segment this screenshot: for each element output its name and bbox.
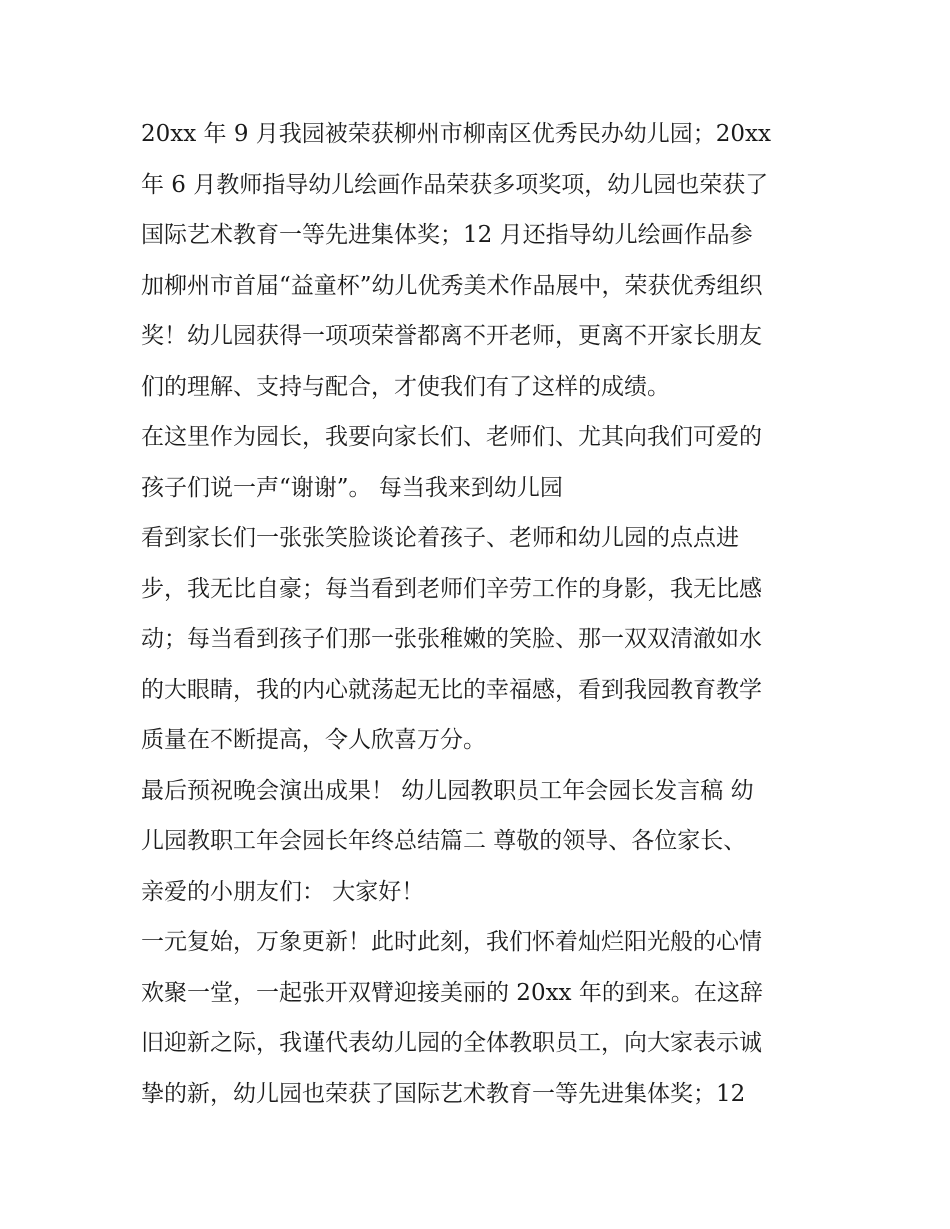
text-line: 动；每当看到孩子们那一张张稚嫩的笑脸、那一双双清澈如水 (141, 626, 762, 652)
text-line: 最后预祝晚会演出成果！ 幼儿园教职员工年会园长发言稿 幼 (141, 777, 754, 804)
text-line: 旧迎新之际，我谨代表幼儿园的全体教职员工，向大家表示诚 (141, 1030, 762, 1056)
text-line: 欢聚一堂，一起张开双臂迎接美丽的 20xx 年的到来。在这辞 (141, 979, 763, 1006)
text-line: 儿园教职工年会园长年终总结篇二 尊敬的领导、各位家长、 (141, 828, 747, 854)
text-line: 年 6 月教师指导幼儿绘画作品荣获多项奖项，幼儿园也荣获了 (141, 171, 769, 198)
document-body (141, 109, 821, 1119)
text-line: 们的理解、支持与配合，才使我们有了这样的成绩。 (141, 373, 670, 400)
text-line: 20xx 年 9 月我园被荣获柳州市柳南区优秀民办幼儿园；20xx (141, 121, 771, 147)
text-line: 亲爱的小朋友们： 大家好！ (141, 878, 425, 905)
text-line: 质量在不断提高，令人欣喜万分。 (141, 727, 486, 753)
text-line: 挚的新，幼儿园也荣获了国际艺术教育一等先进集体奖；12 (141, 1080, 746, 1107)
text-line: 在这里作为园长，我要向家长们、老师们、尤其向我们可爱的 (141, 424, 762, 450)
text-line: 奖！幼儿园获得一项项荣誉都离不开老师，更离不开家长朋友 (141, 323, 762, 349)
text-line: 一元复始，万象更新！此时此刻，我们怀着灿烂阳光般的心情 (141, 929, 762, 955)
text-line: 孩子们说一声“谢谢”。 每当我来到幼儿园 (141, 474, 563, 501)
text-line: 步，我无比自豪；每当看到老师们辛劳工作的身影，我无比感 (141, 575, 762, 602)
text-line: 加柳州市首届“益童杯”幼儿优秀美术作品展中，荣获优秀组织 (141, 272, 763, 299)
text-line: 国际艺术教育一等先进集体奖；12 月还指导幼儿绘画作品参 (141, 222, 753, 248)
text-line: 看到家长们一张张笑脸谈论着孩子、老师和幼儿园的点点进 (141, 525, 739, 551)
text-line: 的大眼睛，我的内心就荡起无比的幸福感，看到我园教育教学 (141, 676, 762, 703)
